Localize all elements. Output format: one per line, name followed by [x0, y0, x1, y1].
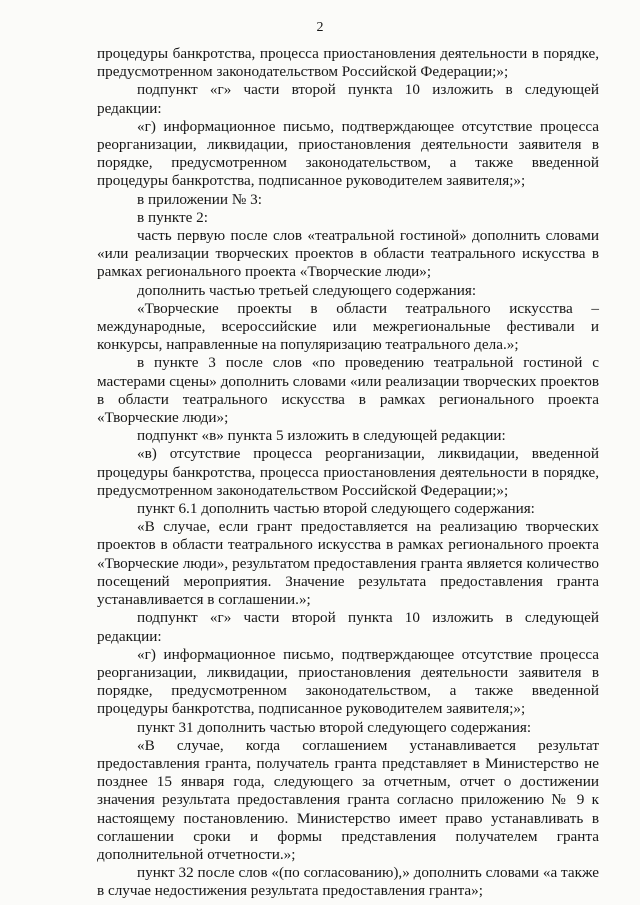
paragraph: «г) информационное письмо, подтверждающее отсутствие процесса реорганизации, ликвидации, приостановления деятельности заявителя в порядке, предусмотренном законодательством, а также введенной процедуры банкротства, подписанное руководителем заявителя;»; — [97, 645, 599, 718]
paragraph: подпункт «г» части второй пункта 10 изложить в следующей редакции: — [97, 81, 599, 117]
paragraph: пункт 32 после слов «(по согласованию),» дополнить словами «а также в случае недостижения результата предоставления гранта»; — [97, 864, 599, 900]
paragraph: в пункте 3 после слов «по проведению театральной гостиной с мастерами сцены» дополнить словами «или реализации творческих проектов в области театрального искусства в рамках регионального проекта «Творческие люди»; — [97, 354, 599, 427]
paragraph: процедуры банкротства, процесса приостановления деятельности в порядке, предусмотренном законодательством Российской Федерации;»; — [97, 45, 599, 81]
document-body — [97, 45, 599, 901]
paragraph: в приложении № 3: — [137, 190, 262, 208]
paragraph: подпункт «г» части второй пункта 10 изложить в следующей редакции: — [97, 609, 599, 645]
paragraph: в пункте 2: — [137, 208, 208, 226]
paragraph: «г) информационное письмо, подтверждающее отсутствие процесса реорганизации, ликвидации, приостановления деятельности заявителя в порядке, предусмотренном законодательством, а также введенной процедуры банкротства, подписанное руководителем заявителя;»; — [97, 117, 599, 190]
paragraph: пункт 31 дополнить частью второй следующего содержания: — [137, 718, 532, 736]
paragraph: пункт 6.1 дополнить частью второй следующего содержания: — [137, 500, 535, 518]
paragraph: «В случае, если грант предоставляется на реализацию творческих проектов в области театрального искусства в рамках регионального проекта «Творческие люди», результатом предоставления гранта является количество посещений мероприятия. Значение результата предоставления гранта устанавливается в соглашении.»; — [97, 518, 599, 609]
paragraph: дополнить частью третьей следующего содержания: — [137, 281, 477, 299]
page-number: 2 — [316, 20, 324, 35]
paragraph: подпункт «в» пункта 5 изложить в следующей редакции: — [137, 427, 506, 445]
paragraph: «В случае, когда соглашением устанавливается результат предоставления гранта, получатель гранта представляет в Министерство не позднее 15 января года, следующего за отчетным, отчет о достижении значения результата предоставления гранта согласно приложению № 9 к настоящему постановлению. Министерство имеет право устанавливать в соглашении сроки и формы представления получателем гранта дополнительной отчетности.»; — [97, 736, 599, 863]
paragraph: часть первую после слов «театральной гостиной» дополнить словами «или реализации творческих проектов в области театрального искусства в рамках регионального проекта «Творческие люди»; — [97, 227, 599, 281]
paragraph: «в) отсутствие процесса реорганизации, ликвидации, введенной процедуры банкротства, процесса приостановления деятельности в порядке, предусмотренном законодательством Российской Федерации;»; — [97, 445, 599, 499]
paragraph: «Творческие проекты в области театрального искусства – международные, всероссийские или межрегиональные фестивали и конкурсы, направленные на популяризацию театрального дела.»; — [97, 299, 599, 354]
